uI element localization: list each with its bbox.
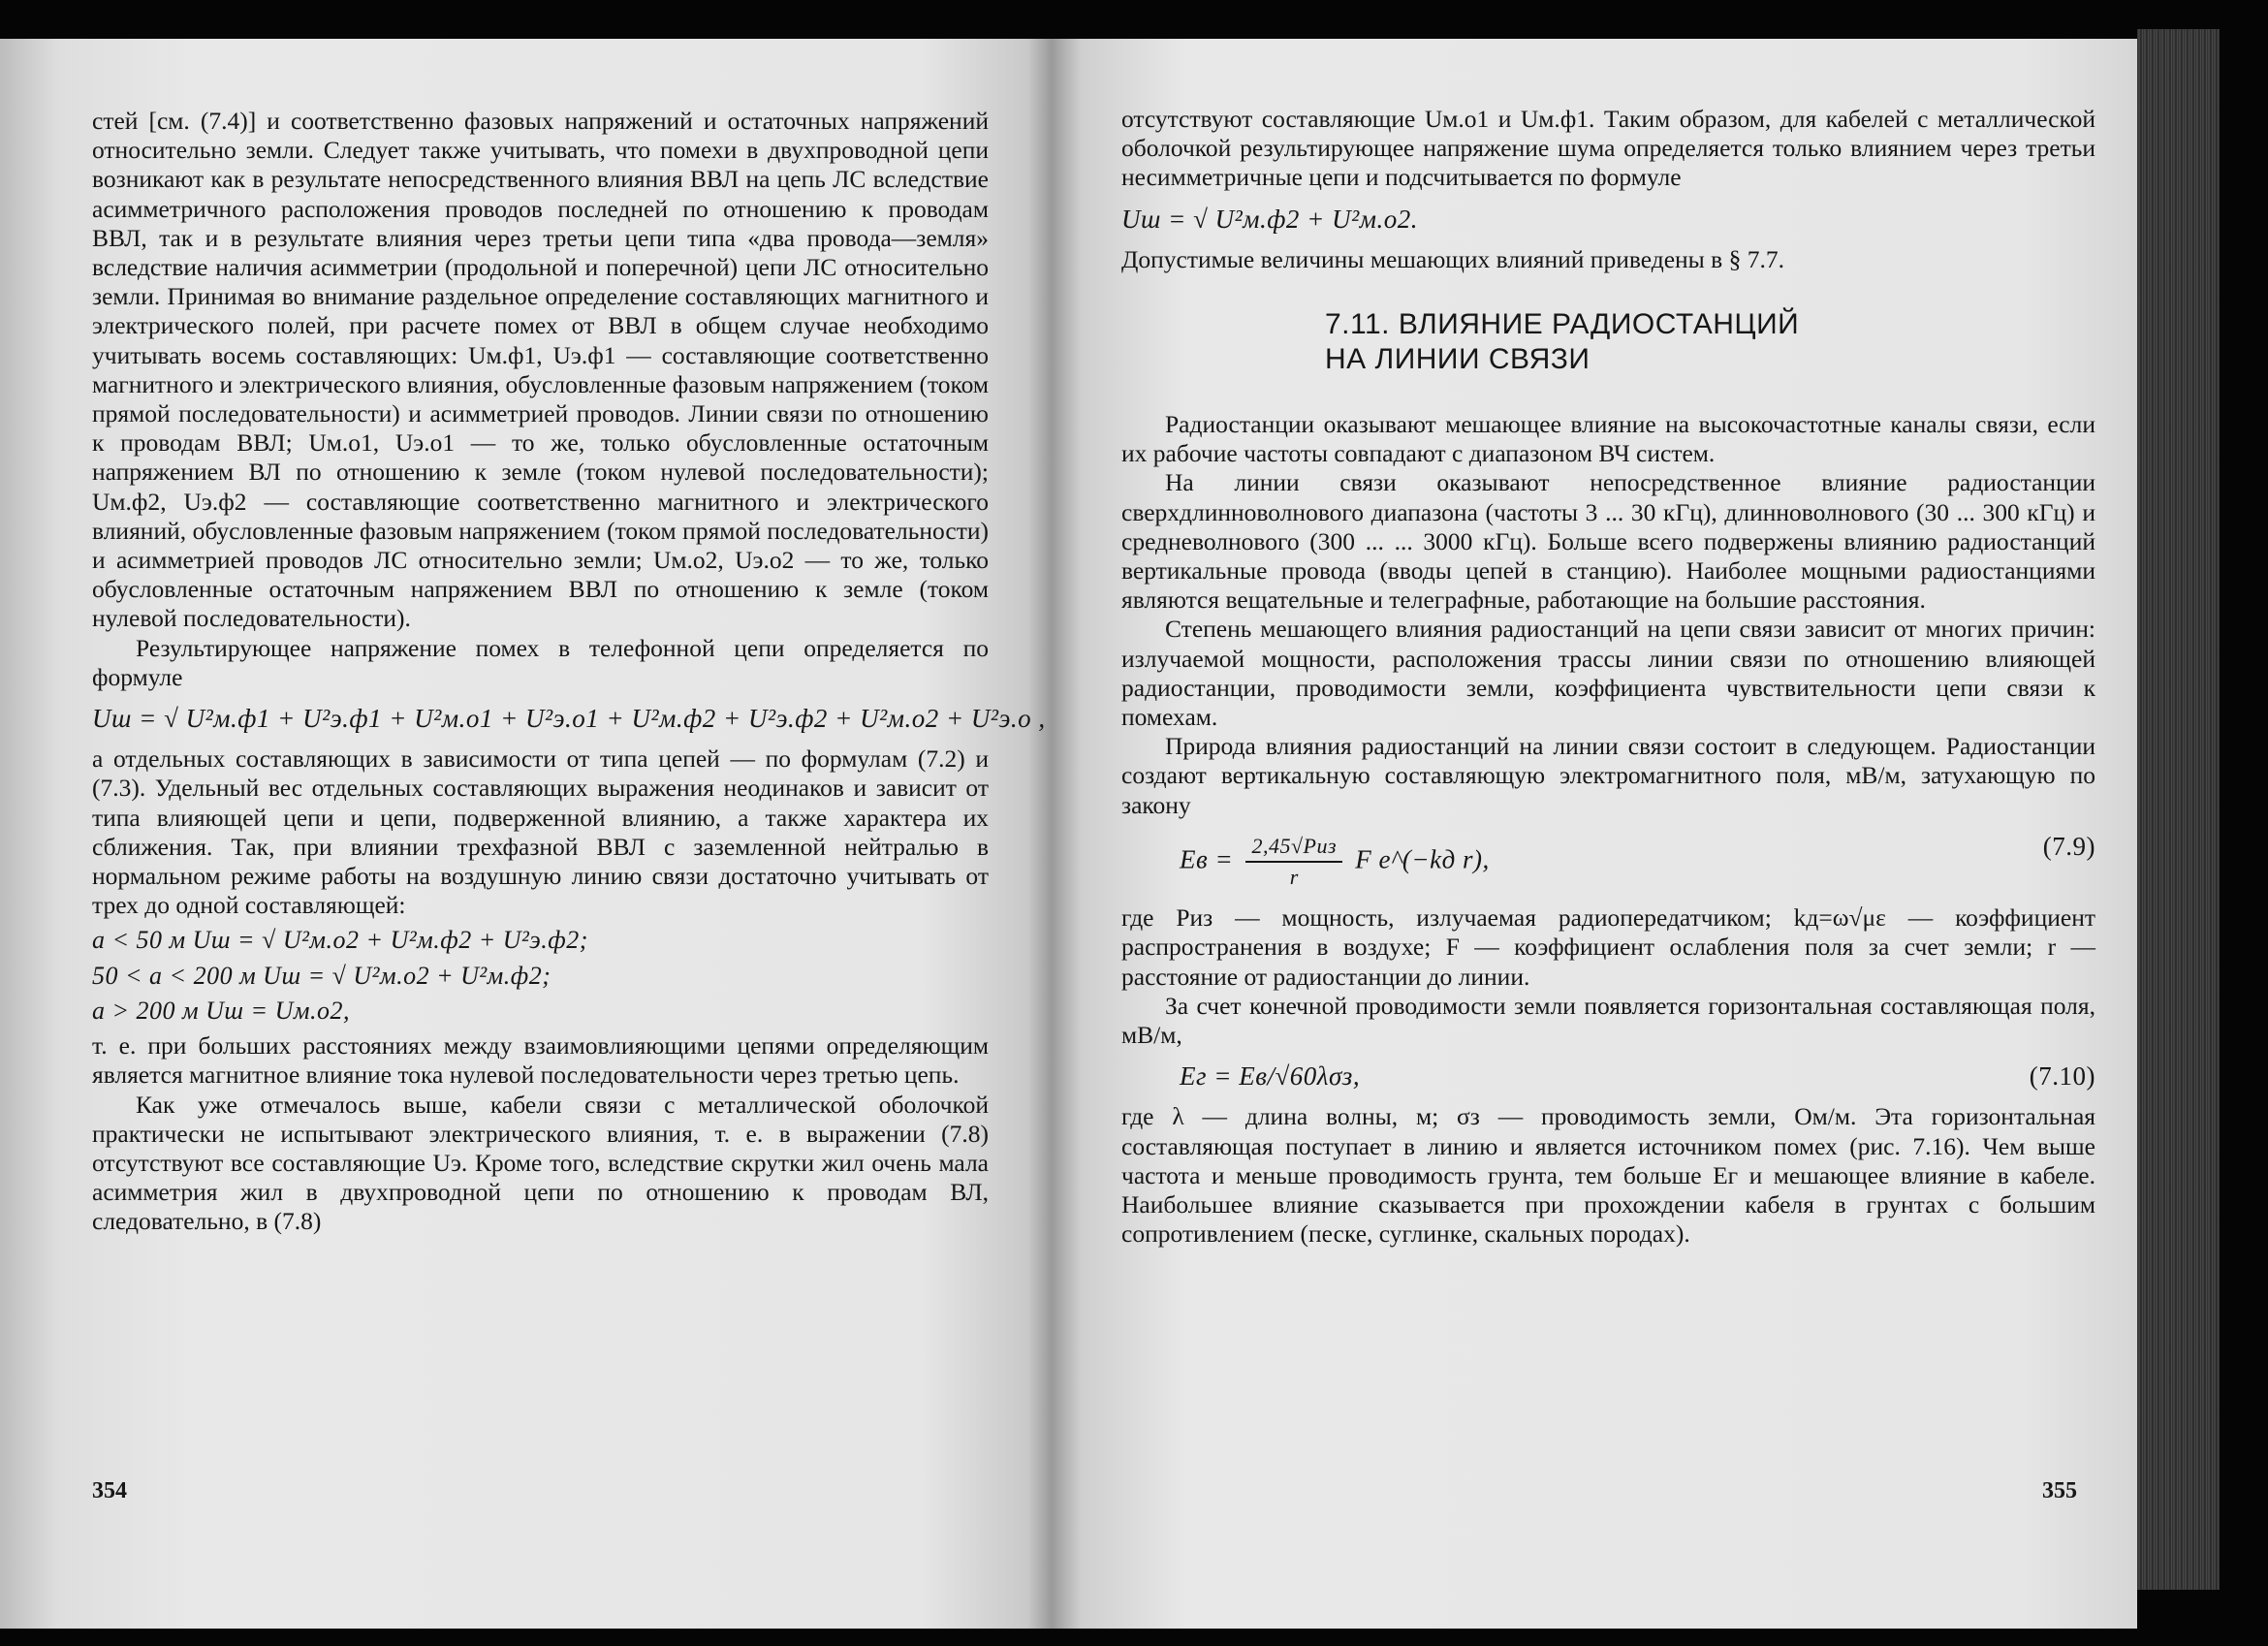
paragraph: Природа влияния радиостанций на линии связи состоит в следующем. Радиостанции создают вертикальную составляющую электромагнитного поля, мВ/м, затухающую по закону (1121, 732, 2095, 819)
fraction-denominator: r (1289, 865, 1299, 890)
paragraph: т. е. при больших расстояниях между взаимовлияющими цепями определяющим является магнитное влияние тока нулевой последовательности через третью цепь. (92, 1031, 989, 1090)
paragraph: отсутствуют составляющие Uм.о1 и Uм.ф1. Таким образом, для кабелей с металлической оболочкой результирующее напряжение шума определяется только влиянием через третьи несимметричные цепи и подсчитывается по формуле (1121, 105, 2095, 192)
paragraph: Допустимые величины мешающих влияний приведены в § 7.7. (1121, 244, 1784, 273)
section-heading (1325, 307, 2095, 377)
formula-lhs: Eв = (1180, 844, 1234, 874)
section-heading-line: НА ЛИНИИ СВЯЗИ (1325, 343, 1591, 376)
paragraph: За счет конечной проводимости земли появляется горизонтальная составляющая поля, мВ/м, (1121, 991, 2095, 1050)
book-page-edges (2137, 29, 2220, 1590)
paragraph: Степень мешающего влияния радиостанций на цепи связи зависит от многих причин: излучаемой мощности, расположения трассы линии связи по отношению влияющей радиостанции, проводимости земли, коэффициента чувствительности цепи связи к помехам. (1121, 615, 2095, 732)
paragraph: На линии связи оказывают непосредственное влияние радиостанции сверхдлинноволнового диапазона (частоты 3 ... 30 кГц), длинноволнового (30 ... 300 кГц) и средневолнового (300 ... ... 3000 кГц). Больше всего подвержены влиянию радиостанций вертикальные провода (вводы цепей в станцию). Наиболее мощными радиостанциями являются вещательные и телеграфные, работающие на большие расстояния. (1121, 468, 2095, 615)
equation-number: (7.10) (2029, 1061, 2095, 1092)
formula-fraction (1245, 832, 1342, 892)
formula-noise: Uш = √ U²м.ф2 + U²м.о2. (1121, 204, 1418, 234)
paragraph: где Pиз — мощность, излучаемая радиопередатчиком; kд=ω√με — коэффициент распространения в воздухе; F — коэффициент ослабления поля за счет земли; r — расстояние от радиостанции до линии. (1121, 903, 2095, 991)
paragraph: Радиостанции оказывают мешающее влияние на высокочастотные каналы связи, если их рабочие частоты совпадают с диапазоном ВЧ систем. (1121, 410, 2095, 468)
formula-body: Eг = Eв/√60λσз, (1180, 1061, 1361, 1092)
paragraph: Как уже отмечалось выше, кабели связи с металлической оболочкой практически не испытывают электрического влияния, т. е. в выражении (7.8) отсутствуют все составляющие Uэ. Кроме того, вследствие скрутки жил очень мала асимметрия жил в двухпроводной цепи по отношению к проводам ВЛ, следовательно, в (7.8) (92, 1090, 989, 1236)
paragraph: Результирующее напряжение помех в телефонной цепи определяется по формуле (92, 633, 989, 691)
paragraph: где λ — длина волны, м; σз — проводимость земли, Ом/м. Эта горизонтальная составляющая поступает в линию и является источником помех (рис. 7.16). Чем выше частота и меньше проводимость грунта, тем больше Eг и мешающее влияние в кабеле. Наибольшее влияние сказывается при прохождении кабеля в грунтах с большим сопротивлением (песке, суглинке, скальных породах). (1121, 1102, 2095, 1249)
section-heading-line: 7.11. ВЛИЯНИЕ РАДИОСТАНЦИЙ (1325, 308, 1800, 341)
formula-case: a < 50 м Uш = √ U²м.о2 + U²м.ф2 + U²э.ф2; (92, 926, 588, 955)
right-page (1052, 39, 2137, 1629)
page-number: 355 (2042, 1478, 2077, 1504)
equation-number: (7.9) (2042, 831, 2095, 861)
paragraph: стей [см. (7.4)] и соответственно фазовых напряжений и остаточных напряжений относительно земли. Следует также учитывать, что помехи в двухпроводной цепи возникают как в результате непосредственного влияния ВВЛ на цепь ЛС вследствие асимметричного расположения проводов последней по отношению к проводам ВВЛ, так и в результате влияния через третьи цепи типа «два провода—земля» вследствие наличия асимметрии (продольной и поперечной) цепи ЛС относительно земли. Принимая во внимание раздельное определение составляющих магнитного и электрического полей, при расчете помех от ВВЛ в общем случае необходимо учитывать восемь составляющих: Uм.ф1, Uэ.ф1 — составляющие соответственно магнитного и электрического влияния, обусловленные фазовым напряжением (током прямой последовательности) и асимметрией проводов. Линии связи по отношению к проводам ВВЛ; Uм.о1, Uэ.о1 — то же, только обусловленные остаточным напряжением ВЛ по отношению к земле (током нулевой последовательности); Uм.ф2, Uэ.ф2 — составляющие соответственно магнитного и электрического влияний, обусловленные фазовым напряжением (током прямой последовательности) и асимметрией проводов ЛС относительно земли; Uм.о2, Uэ.о2 — то же, только обусловленные остаточным напряжением ВВЛ по отношению к земле (током нулевой последовательности). (92, 107, 989, 633)
page-number: 354 (92, 1478, 127, 1504)
formula-7-10 (1180, 1061, 2095, 1091)
formula-main: Uш = √ U²м.ф1 + U²э.ф1 + U²м.о1 + U²э.о1 + U²м.ф2 + U²э.ф2 + U²м.о2 + U²э.о , (92, 704, 1046, 734)
formula-rhs: F e^(−kд r), (1355, 844, 1490, 874)
fraction-numerator: 2,45√Pиз (1245, 832, 1342, 863)
left-page-text (92, 107, 1046, 1237)
formula-case: a > 200 м Uш = Uм.о2, (92, 996, 350, 1025)
right-page-text (1121, 105, 2095, 1250)
formula-7-9 (1180, 832, 2095, 892)
paragraph: а отдельных составляющих в зависимости от типа цепей — по формулам (7.2) и (7.3). Удельный вес отдельных составляющих выражения неодинаков и зависит от типа влияющей цепи и цепи, подверженной влиянию, а также характера их сближения. Так, при влиянии трехфазной ВВЛ с заземленной нейтралью в нормальном режиме работы на воздушную линию связи достаточно учитывать от трех до одной составляющей: (92, 744, 989, 920)
formula-case: 50 < a < 200 м Uш = √ U²м.о2 + U²м.ф2; (92, 961, 551, 990)
left-page (0, 39, 1052, 1629)
